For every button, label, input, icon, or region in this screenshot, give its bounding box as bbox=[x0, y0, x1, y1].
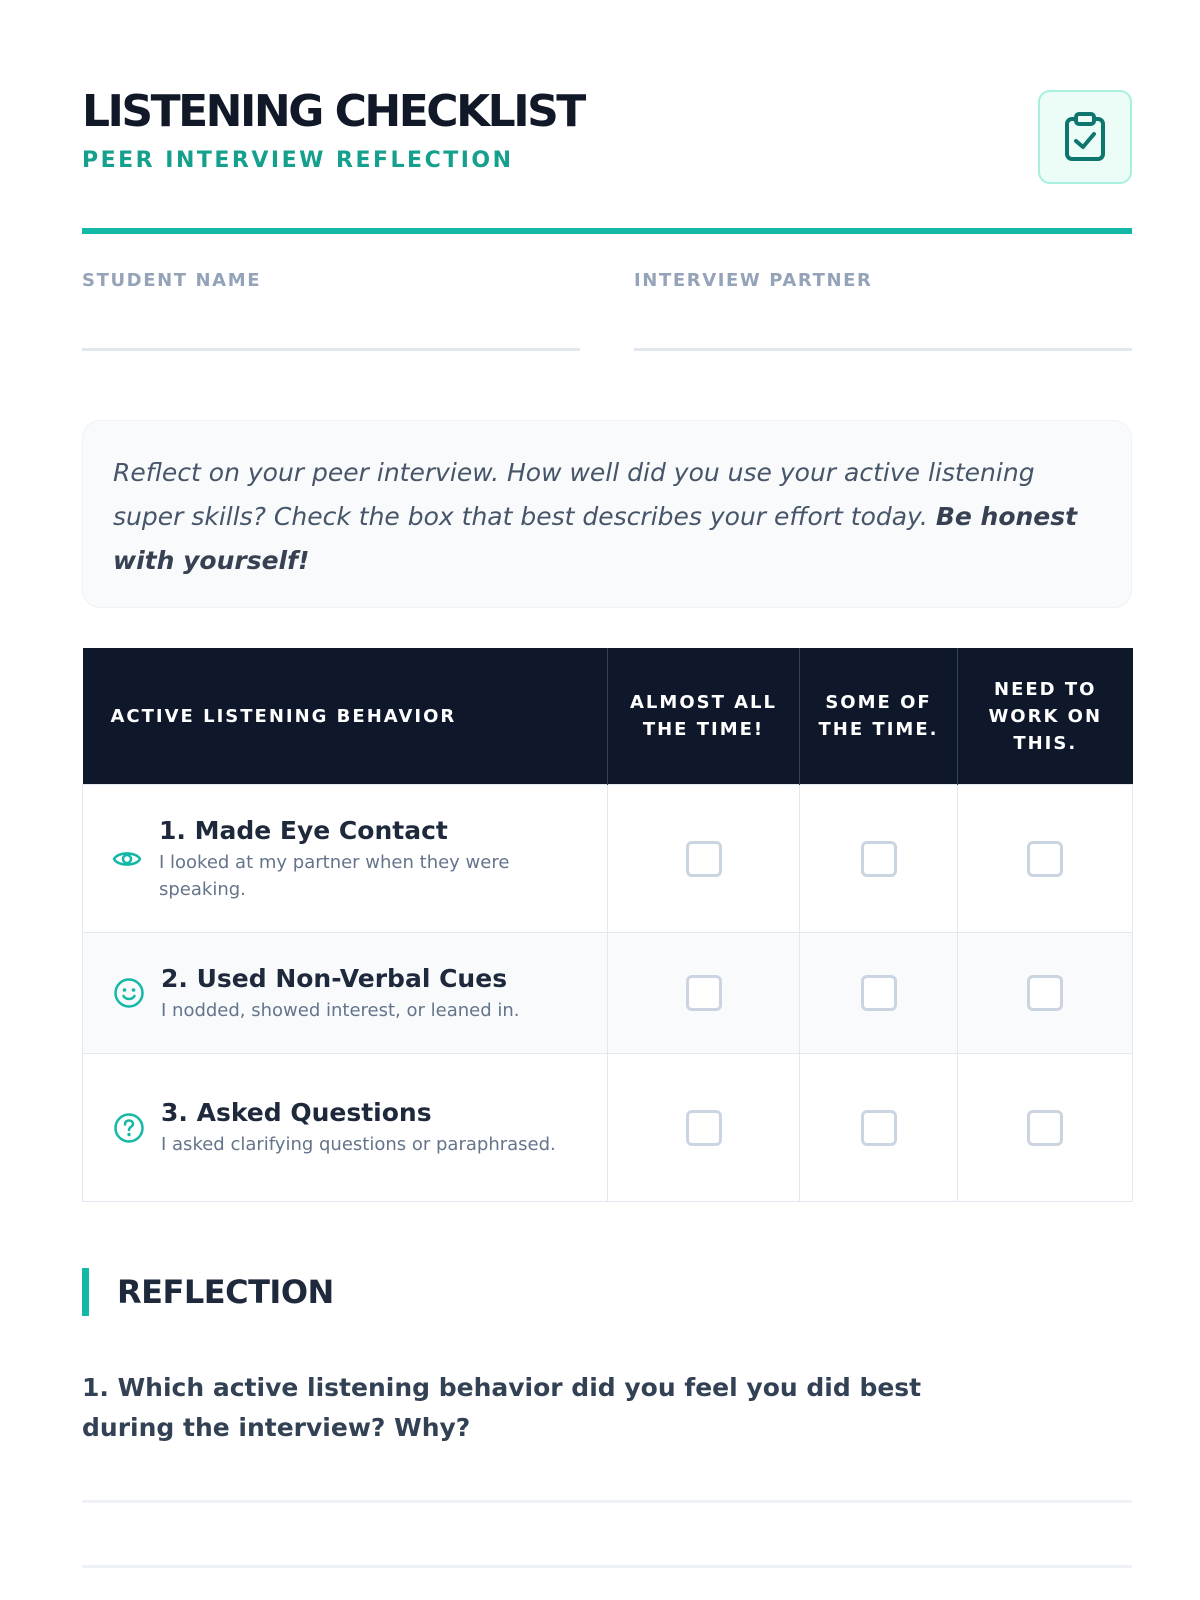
answer-line[interactable] bbox=[82, 1500, 1132, 1503]
reflection-heading: REFLECTION bbox=[82, 1268, 1132, 1316]
behavior-description: I looked at my partner when they were speaking. bbox=[159, 851, 510, 900]
table-row bbox=[83, 933, 1133, 1054]
behavior-description: I asked clarifying questions or paraphrased. bbox=[161, 1134, 556, 1155]
student-name-line[interactable] bbox=[82, 348, 580, 351]
instructions-emphasis: Be honest with yourself! bbox=[113, 502, 1078, 575]
worksheet-page bbox=[82, 80, 1132, 1568]
student-name-field[interactable] bbox=[82, 270, 580, 351]
interview-partner-line[interactable] bbox=[634, 348, 1132, 351]
reflection-question: 1. Which active listening behavior did you feel you did best during the interview? Why? bbox=[82, 1373, 922, 1442]
behavior-title: 3. Asked Questions bbox=[161, 1098, 432, 1127]
eye-icon bbox=[109, 841, 145, 877]
rating-cell bbox=[608, 785, 800, 933]
instructions-box bbox=[82, 420, 1132, 608]
checkbox-questions-need-work[interactable] bbox=[1027, 1110, 1063, 1146]
header-almost-all: ALMOST ALL THE TIME! bbox=[608, 648, 800, 785]
checklist-table bbox=[82, 648, 1133, 1202]
table-header-row bbox=[83, 648, 1133, 785]
rating-cell bbox=[958, 933, 1133, 1054]
page-title: LISTENING CHECKLIST bbox=[82, 86, 584, 137]
clipboard-check-icon bbox=[1063, 112, 1107, 162]
rating-cell bbox=[608, 1054, 800, 1202]
name-fields bbox=[82, 270, 1132, 420]
table-row bbox=[83, 785, 1133, 933]
table-row bbox=[83, 1054, 1133, 1202]
rating-cell bbox=[800, 1054, 958, 1202]
behavior-title: 2. Used Non-Verbal Cues bbox=[161, 963, 508, 993]
rating-cell bbox=[800, 785, 958, 933]
header-divider bbox=[82, 228, 1132, 234]
instructions-text: Reflect on your peer interview. How well did you use your active listening super skills? Check the box that best describes your effort today. bbox=[113, 458, 1035, 531]
checkbox-questions-some[interactable] bbox=[861, 1110, 897, 1146]
header-some: SOME OF THE TIME. bbox=[800, 648, 958, 785]
clipboard-badge bbox=[1038, 90, 1132, 184]
checkbox-nonverbal-need-work[interactable] bbox=[1027, 975, 1063, 1011]
answer-line[interactable] bbox=[82, 1565, 1132, 1568]
rating-cell bbox=[958, 1054, 1133, 1202]
checkbox-nonverbal-almost-all[interactable] bbox=[686, 975, 722, 1011]
header-need-work: NEED TO WORK ON THIS. bbox=[958, 648, 1133, 785]
header bbox=[82, 86, 1132, 230]
behavior-cell bbox=[83, 933, 608, 1054]
checkbox-nonverbal-some[interactable] bbox=[861, 975, 897, 1011]
behavior-cell bbox=[83, 1054, 608, 1202]
behavior-title: 1. Made Eye Contact bbox=[159, 815, 448, 845]
student-name-label: STUDENT NAME bbox=[82, 270, 262, 291]
checkbox-eye-contact-almost-all[interactable] bbox=[686, 841, 722, 877]
checkbox-eye-contact-some[interactable] bbox=[861, 841, 897, 877]
header-behavior: ACTIVE LISTENING BEHAVIOR bbox=[83, 648, 608, 785]
question-circle-icon bbox=[111, 1110, 147, 1146]
checkbox-eye-contact-need-work[interactable] bbox=[1027, 841, 1063, 877]
smile-icon bbox=[111, 975, 147, 1011]
rating-cell bbox=[800, 933, 958, 1054]
rating-cell bbox=[608, 933, 800, 1054]
interview-partner-field[interactable] bbox=[634, 270, 1132, 351]
interview-partner-label: INTERVIEW PARTNER bbox=[634, 270, 873, 291]
page-subtitle: PEER INTERVIEW REFLECTION bbox=[82, 148, 514, 173]
behavior-description: I nodded, showed interest, or leaned in. bbox=[161, 999, 520, 1021]
checkbox-questions-almost-all[interactable] bbox=[686, 1110, 722, 1146]
behavior-cell bbox=[83, 785, 608, 933]
rating-cell bbox=[958, 785, 1133, 933]
